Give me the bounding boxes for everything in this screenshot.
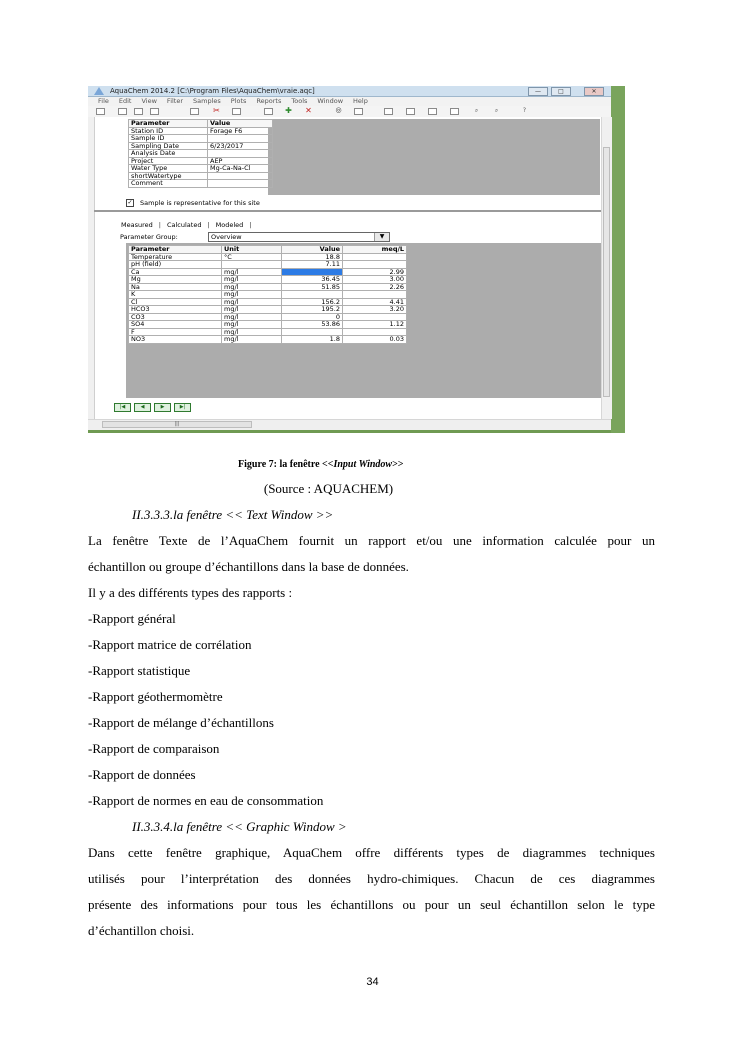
param-unit: mg/l [222, 276, 282, 284]
param-value[interactable]: 156.2 [282, 298, 343, 306]
param-value[interactable]: 0 [282, 313, 343, 321]
param-name: CO3 [129, 313, 222, 321]
list-item: -Rapport géothermomètre [88, 689, 223, 704]
menu-tools[interactable]: Tools [291, 97, 308, 105]
station-value[interactable] [208, 135, 273, 143]
station-param: Analysis Date [129, 150, 208, 158]
filter-icon[interactable] [354, 108, 363, 115]
param-unit: mg/l [222, 268, 282, 276]
param-name: SO4 [129, 321, 222, 329]
left-border [88, 117, 95, 419]
station-value[interactable]: Mg-Ca-Na-Cl [208, 165, 273, 173]
zoom-in-icon[interactable]: ⌕ [474, 107, 479, 114]
station-value[interactable]: AEP [208, 157, 273, 165]
tab-bar: Measured | Calculated | Modeled | [121, 221, 252, 229]
param-value[interactable]: 7.11 [282, 261, 343, 269]
last-record-icon[interactable]: ▶| [174, 403, 191, 412]
input-window [88, 117, 601, 419]
parameter-group-value: Overview [211, 233, 242, 241]
param-meq: 2.26 [343, 283, 407, 291]
param-meq: 4.41 [343, 298, 407, 306]
param-name: NO3 [129, 336, 222, 344]
report-types-intro: Il y a des différents types des rapports : [88, 585, 293, 600]
view-table-icon[interactable] [428, 108, 437, 115]
scroll-thumb[interactable] [603, 147, 610, 397]
paragraph-line: d’échantillon choisi. [88, 923, 195, 938]
param-meq: 3.00 [343, 276, 407, 284]
horizontal-scrollbar[interactable] [88, 419, 611, 430]
menu-window[interactable]: Window [317, 97, 344, 105]
param-name: HCO3 [129, 306, 222, 314]
param-unit: mg/l [222, 313, 282, 321]
zoom-out-icon[interactable]: ⌕ [494, 107, 499, 114]
measured-table [128, 245, 407, 344]
representative-checkbox[interactable]: ✓ [127, 199, 133, 206]
param-meq [343, 291, 407, 299]
paragraph-line: La fenêtre Texte de l’AquaChem fournit un rapport et/ou une information calculée pour un [88, 533, 655, 548]
station-table [128, 119, 273, 188]
param-meq: 2.99 [343, 268, 407, 276]
measured-header: meq/L [343, 246, 407, 254]
scroll-thumb[interactable]: ||| [102, 421, 252, 428]
previous-record-icon[interactable]: ◀ [134, 403, 151, 412]
station-value[interactable] [208, 172, 273, 180]
station-param: Project [129, 157, 208, 165]
desktop-background [611, 86, 625, 433]
param-unit: mg/l [222, 283, 282, 291]
menu-filter[interactable]: Filter [166, 97, 184, 105]
title-bar [88, 86, 611, 97]
list-item: -Rapport statistique [88, 663, 191, 678]
minimize-button[interactable]: — [528, 87, 548, 96]
param-value[interactable]: 1.8 [282, 336, 343, 344]
close-button[interactable]: ✕ [584, 87, 604, 96]
page-number: 34 [366, 976, 379, 988]
first-record-icon[interactable]: |◀ [114, 403, 131, 412]
list-item: -Rapport de normes en eau de consommation [88, 793, 324, 808]
measured-header: Value [282, 246, 343, 254]
menu-edit[interactable]: Edit [118, 97, 132, 105]
station-param: Water Type [129, 165, 208, 173]
param-unit: mg/l [222, 291, 282, 299]
param-unit: mg/l [222, 306, 282, 314]
new-file-icon[interactable] [96, 108, 105, 115]
list-item: -Rapport de comparaison [88, 741, 220, 756]
param-value[interactable]: 195.2 [282, 306, 343, 314]
section-heading-graphic-window: II.3.3.4.la fenêtre << Graphic Window > [132, 819, 347, 834]
param-unit: mg/l [222, 321, 282, 329]
station-value[interactable] [208, 180, 273, 188]
param-value[interactable]: 18.8 [282, 253, 343, 261]
figure-caption: Figure 7: la fenêtre <<Input Window>> [238, 459, 404, 470]
find-icon[interactable]: ◎ [335, 106, 342, 114]
param-value[interactable]: 53.86 [282, 321, 343, 329]
parameter-group-select[interactable] [208, 232, 390, 242]
param-name: pH (field) [129, 261, 222, 269]
tab-calculated[interactable]: Calculated [166, 221, 202, 229]
paste-icon[interactable] [232, 108, 241, 115]
section-heading-text-window: II.3.3.3.la fenêtre << Text Window >> [132, 507, 334, 522]
maximize-button[interactable]: □ [551, 87, 571, 96]
list-item: -Rapport matrice de corrélation [88, 637, 252, 652]
param-meq: 1.12 [343, 321, 407, 329]
save-icon[interactable] [134, 108, 143, 115]
menu-bar [88, 97, 611, 106]
figure-source: (Source : AQUACHEM) [263, 481, 394, 496]
station-value[interactable]: Forage F6 [208, 127, 273, 135]
view-report-icon[interactable] [450, 108, 459, 115]
aquachem-screenshot [88, 86, 625, 433]
tab-modeled[interactable]: Modeled [215, 221, 244, 229]
delete-icon[interactable]: ✕ [305, 106, 312, 115]
representative-label: Sample is representative for this site [140, 199, 260, 207]
open-icon[interactable] [118, 108, 127, 115]
copy-icon[interactable] [190, 108, 199, 115]
representative-checkbox-row[interactable] [126, 199, 260, 207]
param-unit: mg/l [222, 328, 282, 336]
window-title: AquaChem 2014.2 [C:\Program Files\AquaChem\vraie.aqc] [110, 87, 315, 95]
print-icon[interactable] [150, 108, 159, 115]
menu-help[interactable]: Help [353, 97, 368, 105]
menu-view[interactable]: View [141, 97, 157, 105]
station-param: Station ID [129, 127, 208, 135]
chevron-down-icon[interactable]: ▼ [374, 233, 389, 241]
record-navigation [114, 403, 191, 412]
param-name: Mg [129, 276, 222, 284]
station-table-header: Parameter [129, 120, 208, 128]
parameter-group-label: Parameter Group: [120, 233, 178, 241]
param-meq [343, 253, 407, 261]
param-name: Na [129, 283, 222, 291]
next-record-icon[interactable]: ▶ [154, 403, 171, 412]
vertical-scrollbar[interactable] [601, 117, 612, 419]
aquachem-logo-icon [94, 87, 104, 95]
station-param: Sampling Date [129, 142, 208, 150]
param-meq: 0.03 [343, 336, 407, 344]
param-name: F [129, 328, 222, 336]
menu-file[interactable]: File [98, 97, 109, 105]
measured-header: Parameter [129, 246, 222, 254]
add-sample-icon[interactable]: ✚ [285, 106, 292, 115]
param-unit: mg/l [222, 336, 282, 344]
station-param: shortWatertype [129, 172, 208, 180]
menu-plots[interactable]: Plots [230, 97, 247, 105]
list-item: -Rapport général [88, 611, 176, 626]
param-unit [222, 261, 282, 269]
station-value[interactable]: 6/23/2017 [208, 142, 273, 150]
param-unit: mg/l [222, 298, 282, 306]
paragraph-line: utilisés pour l’interprétation des données hydro-chimiques. Chacun de ces diagrammes [88, 871, 655, 886]
paragraph-line: présente des informations pour tous les échantillons ou pour un seul échantillon selon le type [88, 897, 655, 912]
param-value-selected[interactable]: 60 [282, 268, 343, 276]
param-meq [343, 261, 407, 269]
menu-samples[interactable]: Samples [193, 97, 221, 105]
view-list-icon[interactable] [406, 108, 415, 115]
help-icon[interactable]: ? [522, 107, 527, 114]
tab-measured[interactable]: Measured [121, 221, 153, 229]
param-name: Cl [129, 298, 222, 306]
param-unit: °C [222, 253, 282, 261]
paragraph-line: échantillon ou groupe d’échantillons dans la base de données. [88, 559, 409, 574]
param-value[interactable]: 36.45 [282, 276, 343, 284]
station-panel-background [268, 119, 600, 195]
measured-header: Unit [222, 246, 282, 254]
param-name: Temperature [129, 253, 222, 261]
view-grid-icon[interactable] [384, 108, 393, 115]
param-meq: 3.20 [343, 306, 407, 314]
station-param: Sample ID [129, 135, 208, 143]
paragraph-line: Dans cette fenêtre graphique, AquaChem offre différents types de diagrammes techniques [88, 845, 655, 860]
list-item: -Rapport de mélange d’échantillons [88, 715, 274, 730]
list-item: -Rapport de données [88, 767, 196, 782]
station-param: Comment [129, 180, 208, 188]
param-value[interactable]: 51.85 [282, 283, 343, 291]
param-name: Ca [129, 268, 222, 276]
param-name: K [129, 291, 222, 299]
panel-splitter[interactable] [94, 210, 601, 212]
station-value[interactable] [208, 150, 273, 158]
param-value[interactable] [282, 291, 343, 299]
station-table-header: Value [208, 120, 273, 128]
cut-icon[interactable]: ✂ [213, 106, 220, 115]
menu-reports[interactable]: Reports [256, 97, 282, 105]
edit-icon[interactable] [264, 108, 273, 115]
